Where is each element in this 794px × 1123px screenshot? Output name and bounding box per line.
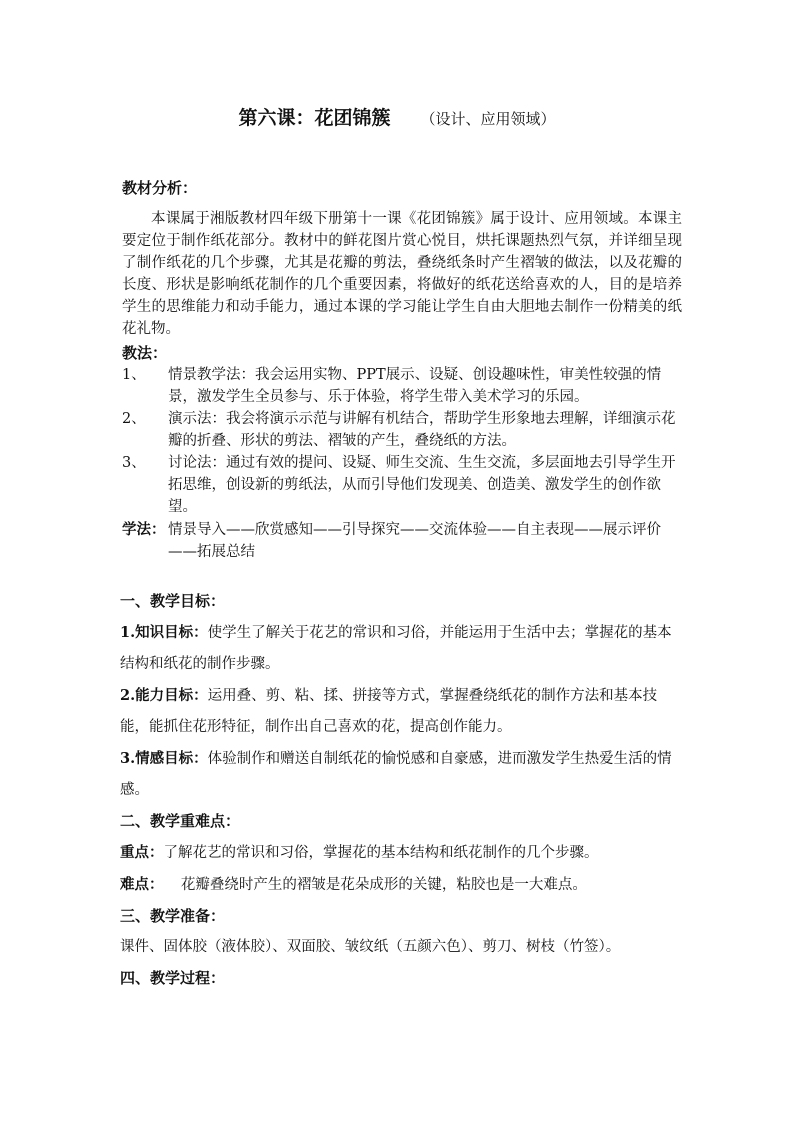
analysis-paragraph: 本课属于湘版教材四年级下册第十一课《花团锦簇》属于设计、应用领域。本课主要定位于制作纸花部分。教材中的鲜花图片赏心悦目，烘托课题热烈气氛，并详细呈现了制作纸花的几个步骤，尤其是花瓣的剪法，叠绕纸条时产生褶皱的做法，以及花瓣的长度、形状是影响纸花制作的几个重要因素，将做好的纸花送给喜欢的人，目的是培养学生的思维能力和动手能力，通过本课的学习能让学生自由大胆地去制作一份精美的纸花礼物。 [122,211,682,337]
ability-goal-text: 运用叠、剪、粘、揉、拼接等方式，掌握叠绕纸花的制作方法和基本技能，能抓住花形特征，制作出自己喜欢的花，提高创作能力。 [120,688,658,735]
analysis-section [122,175,682,563]
knowledge-goal-text: 使学生了解关于花艺的常识和习俗，并能运用于生活中去；掌握花的基本结构和纸花的制作步骤。 [120,625,672,672]
emotion-goal [120,743,680,806]
difficult-point-label: 难点： [120,876,164,893]
methods-heading: 教法： [122,344,168,362]
method-text: 讨论法：通过有效的提问、设疑、师生交流、生生交流，多层面地去引导学生开拓思维，创设新的剪纸法，从而引导他们发现美、创造美、激发学生的创作欲望。 [168,455,676,515]
prep-heading: 三、教学准备： [120,907,226,925]
knowledge-goal-label: 1.知识目标： [120,624,208,641]
goals-heading: 一、教学目标： [120,592,226,610]
ability-goal [120,680,680,743]
process-heading: 四、教学过程： [120,969,226,987]
emotion-goal-label: 3.情感目标： [120,750,208,767]
learning-method [122,519,682,563]
learning-method-text: 情景导入——欣赏感知——引导探究——交流体验——自主表现——展示评价——拓展总结 [168,522,661,560]
teaching-section [120,586,680,994]
key-point-text: 了解花艺的常识和习俗，掌握花的基本结构和纸花制作的几个步骤。 [163,845,599,861]
method-item [122,408,682,452]
method-text: 演示法：我会将演示示范与讲解有机结合，帮助学生形象地去理解，详细演示花瓣的折叠、形状的剪法、褶皱的产生，叠绕纸的方法。 [168,411,676,449]
knowledge-goal [120,617,680,680]
key-point [120,837,680,869]
lesson-title [0,104,794,133]
ability-goal-label: 2.能力目标： [120,687,208,704]
keypoints-heading: 二、教学重难点： [120,812,241,830]
emotion-goal-text: 体验制作和赠送自制纸花的愉悦感和自豪感，进而激发学生热爱生活的情感。 [120,751,672,798]
difficult-point [120,869,680,901]
method-item [122,452,682,518]
analysis-heading: 教材分析： [122,179,198,197]
prep-text: 课件、固体胶（液体胶）、双面胶、皱纹纸（五颜六色）、剪刀、树枝（竹签）。 [120,939,621,955]
learning-method-label: 学法： [122,521,166,538]
method-item [122,364,682,408]
method-number: 2、 [122,411,146,427]
method-number: 3、 [122,455,146,471]
lesson-title-domain: （设计、应用领域） [420,110,556,128]
difficult-point-text: 花瓣叠绕时产生的褶皱是花朵成形的关键，粘胶也是一大难点。 [180,877,587,893]
lesson-title-main: 第六课：花团锦簇 [238,107,391,129]
method-text: 情景教学法：我会运用实物、PPT展示、设疑、创设趣味性，审美性较强的情景，激发学生全员参与、乐于体验，将学生带入美术学习的乐园。 [168,367,662,405]
method-number: 1、 [122,367,146,383]
key-point-label: 重点： [120,844,164,861]
